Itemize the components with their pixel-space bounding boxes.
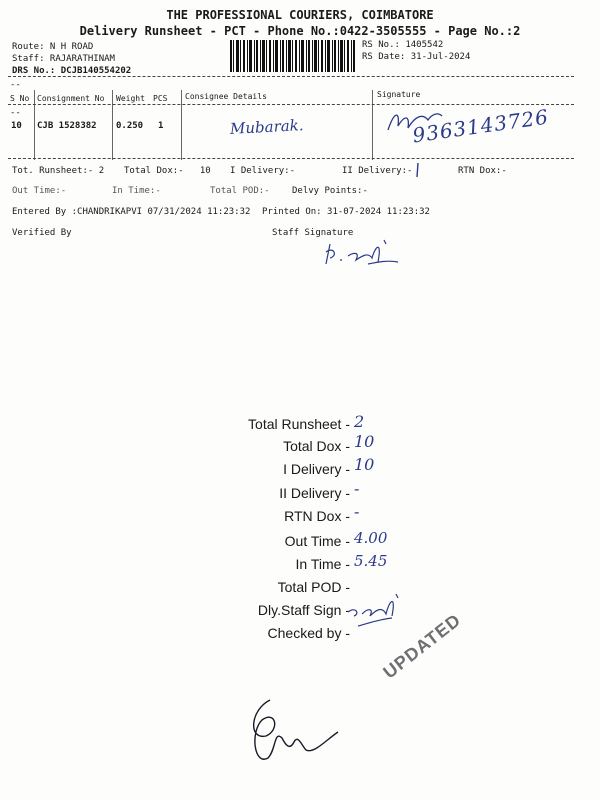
row-weight: 0.250	[116, 121, 144, 131]
verified-by: Verified By	[12, 228, 72, 238]
entered-by: Entered By :CHANDRIKAPVI 07/31/2024 11:23:32	[12, 207, 251, 217]
checked-by-scribble	[356, 616, 396, 630]
summary-row	[0, 412, 600, 440]
staff-signature-label: Staff Signature	[272, 228, 354, 238]
summary-row	[0, 502, 600, 532]
summary-label: II Delivery -	[279, 485, 350, 501]
dash-marker: --	[10, 108, 21, 118]
summary-row	[0, 455, 600, 485]
summary-value: 4.00	[354, 529, 388, 547]
row-sno: 10	[11, 121, 22, 131]
total-pod: Total POD:-	[210, 186, 270, 196]
summary-label: Total Dox -	[283, 438, 350, 454]
summary-label: Dly.Staff Sign -	[257, 602, 350, 618]
total-dox: Total Dox:- 10	[124, 166, 211, 176]
column-divider	[112, 90, 113, 160]
dash-marker: --	[10, 80, 21, 90]
bottom-signature	[240, 680, 350, 780]
staff-signature-graphic	[318, 234, 408, 270]
rs-date: RS Date: 31-Jul-2024	[362, 52, 471, 62]
summary-value: 2	[354, 412, 365, 431]
checked-by-graphic	[356, 616, 396, 630]
col-header-pcs: PCS	[153, 94, 168, 103]
row-signature-handwritten: 9363143726	[410, 104, 551, 148]
summary-row	[0, 579, 600, 603]
ii-delivery: II Delivery:-	[342, 166, 413, 176]
barcode-graphic	[230, 40, 355, 72]
table-bottom-divider	[8, 158, 574, 159]
summary-row	[0, 432, 600, 462]
rtn-dox: RTN Dox:-	[458, 166, 507, 176]
summary-value: 10	[354, 455, 375, 474]
column-divider	[181, 90, 182, 160]
tot-runsheet: Tot. Runsheet:- 2	[12, 166, 105, 176]
summary-row	[0, 529, 600, 557]
column-divider	[34, 90, 35, 160]
summary-row	[0, 602, 600, 626]
header-divider	[8, 76, 574, 77]
row-pcs: 1	[158, 121, 164, 131]
pen-tick-graphic	[414, 162, 422, 178]
summary-row	[0, 625, 600, 649]
summary-value: -	[354, 479, 360, 498]
staff-text: Staff: RAJARATHINAM	[12, 54, 115, 64]
col-header-signature: Signature	[377, 90, 421, 99]
company-title: THE PROFESSIONAL COURIERS, COIMBATORE	[166, 8, 434, 22]
column-divider	[372, 90, 373, 160]
bottom-signature-graphic	[240, 680, 350, 780]
ii-delivery-pen-mark	[414, 162, 422, 178]
col-header-sno: S No	[10, 94, 30, 103]
i-delivery: I Delivery:-	[230, 166, 296, 176]
summary-label: Total Runsheet -	[248, 416, 350, 432]
printed-on: Printed On: 31-07-2024 11:23:32	[262, 207, 430, 217]
row-consignment-no: CJB 1528382	[37, 121, 97, 131]
col-header-consignment: Consignment No	[37, 94, 105, 103]
summary-label: RTN Dox -	[284, 508, 350, 524]
summary-value: 5.45	[354, 552, 388, 570]
col-header-weight: Weight	[116, 94, 145, 103]
rs-number: RS No.: 1405542	[362, 40, 444, 50]
drs-number: DRS No.: DCJB140554202	[12, 66, 132, 76]
route-text: Route: N H ROAD	[12, 42, 94, 52]
summary-value: -	[354, 502, 360, 521]
in-time: In Time:-	[112, 186, 161, 196]
row-consignee-handwritten: Mubarak.	[229, 116, 304, 138]
column-header-divider	[8, 104, 574, 105]
summary-row	[0, 479, 600, 509]
staff-signature-scribble	[318, 234, 408, 270]
summary-label: Checked by -	[267, 625, 350, 641]
summary-label: Out Time -	[284, 533, 350, 549]
summary-row	[0, 552, 600, 580]
updated-stamp: UPDATED	[379, 609, 465, 683]
summary-value: 10	[354, 432, 375, 451]
barcode	[230, 40, 355, 72]
summary-label: In Time -	[295, 556, 350, 572]
delvy-points: Delvy Points:-	[292, 186, 368, 196]
col-header-consignee: Consignee Details	[185, 92, 267, 101]
out-time: Out Time:-	[12, 186, 67, 196]
summary-label: Total POD -	[277, 579, 350, 595]
summary-label: I Delivery -	[283, 461, 350, 477]
runsheet-title: Delivery Runsheet - PCT - Phone No.:0422-3505555 - Page No.:2	[79, 24, 521, 38]
